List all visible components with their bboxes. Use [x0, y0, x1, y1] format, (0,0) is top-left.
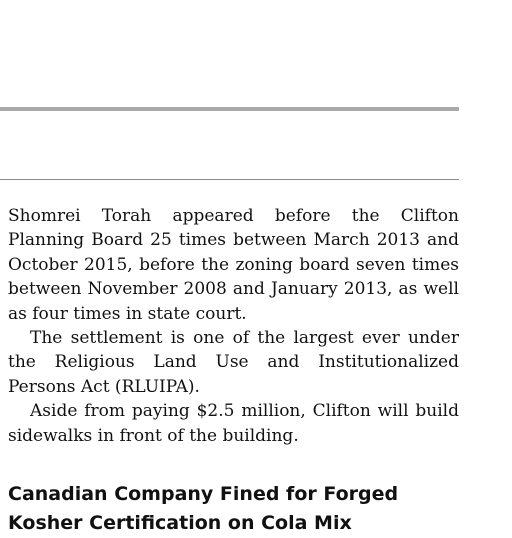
article-paragraph: Aside from paying $2.5 million, Clifton will build sidewalks in front of the building. [8, 401, 459, 446]
article-paragraph: Shomrei Torah appeared before the Clifton Planning Board 25 times between March 2013 and October 2015, before the zoning board seven times between November 2008 and January 2013, as well as four times in state court. [8, 206, 459, 324]
next-article-headline: Canadian Company Fined for Forged Kosher Certification on Cola Mix [8, 483, 399, 534]
article-paragraph: The settlement is one of the largest ever under the Religious Land Use and Institutionalized Persons Act (RLUIPA). [8, 328, 459, 397]
section-divider-thin [0, 179, 459, 180]
article-body [8, 204, 459, 448]
section-divider-thick [0, 107, 459, 111]
